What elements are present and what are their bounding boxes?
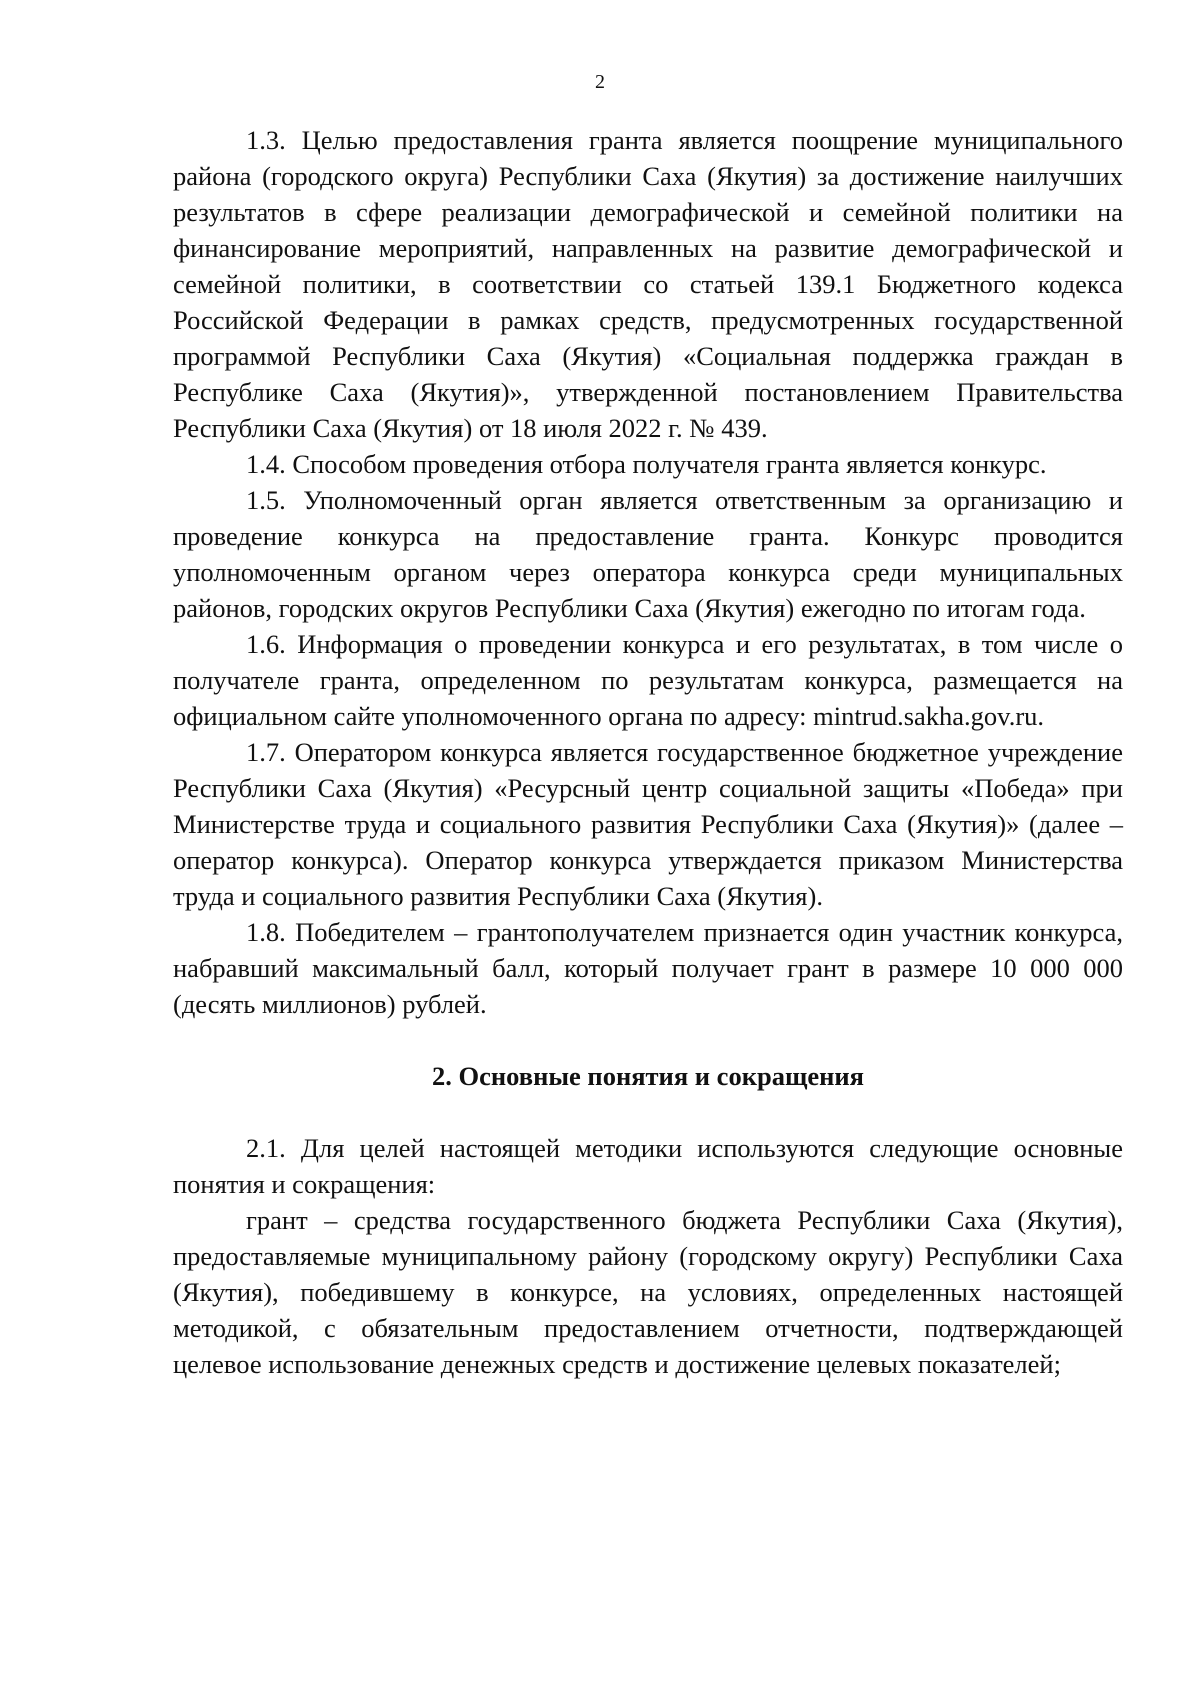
paragraph-1-5: 1.5. Уполномоченный орган является ответственным за организацию и проведение конкурса на предоставление гранта. Конкурс проводится уполномоченным органом через оператора конкурса среди муниципальных районов, городских округов Республики Саха (Якутия) ежегодно по итогам года. (173, 485, 1123, 623)
paragraph-1-7: 1.7. Оператором конкурса является государственное бюджетное учреждение Республики Саха (Якутия) «Ресурсный центр социальной защиты «Победа» при Министерстве труда и социального развития Республики Саха (Якутия)» (далее – оператор конкурса). Оператор конкурса утверждается приказом Министерства труда и социального развития Республики Саха (Якутия). (173, 737, 1123, 911)
paragraph-1-6: 1.6. Информация о проведении конкурса и его результатах, в том числе о получателе гранта, определенном по результатам конкурса, размещается на официальном сайте уполномоченного органа по адресу: mintrud.sakha.gov.ru. (173, 629, 1123, 731)
definition-grant: грант – средства государственного бюджета Республики Саха (Якутия), предоставляемые муниципальному району (городскому округу) Республики Саха (Якутия), победившему в конкурсе, на условиях, определенных настоящей методикой, с обязательным предоставлением отчетности, подтверждающей целевое использование денежных средств и достижение целевых показателей; (173, 1205, 1123, 1379)
paragraph-2-1: 2.1. Для целей настоящей методики используются следующие основные понятия и сокращения: (173, 1133, 1123, 1199)
paragraph-1-8: 1.8. Победителем – грантополучателем признается один участник конкурса, набравший максимальный балл, который получает грант в размере 10 000 000 (десять миллионов) рублей. (173, 917, 1123, 1019)
paragraph-1-4: 1.4. Способом проведения отбора получателя гранта является конкурс. (246, 449, 1047, 479)
paragraph-1-3: 1.3. Целью предоставления гранта является поощрение муниципального района (городского округа) Республики Саха (Якутия) за достижение наилучших результатов в сфере реализации демографической и семейной политики на финансирование мероприятий, направленных на развитие демографической и семейной политики, в соответствии со статьей 139.1 Бюджетного кодекса Российской Федерации в рамках средств, предусмотренных государственной программой Республики Саха (Якутия) «Социальная поддержка граждан в Республике Саха (Якутия)», утвержденной постановлением Правительства Республики Саха (Якутия) от 18 июля 2022 г. № 439. (173, 125, 1123, 443)
document-body (173, 122, 1123, 1382)
section-title: 2. Основные понятия и сокращения (432, 1061, 864, 1091)
page-number: 2 (595, 71, 605, 93)
